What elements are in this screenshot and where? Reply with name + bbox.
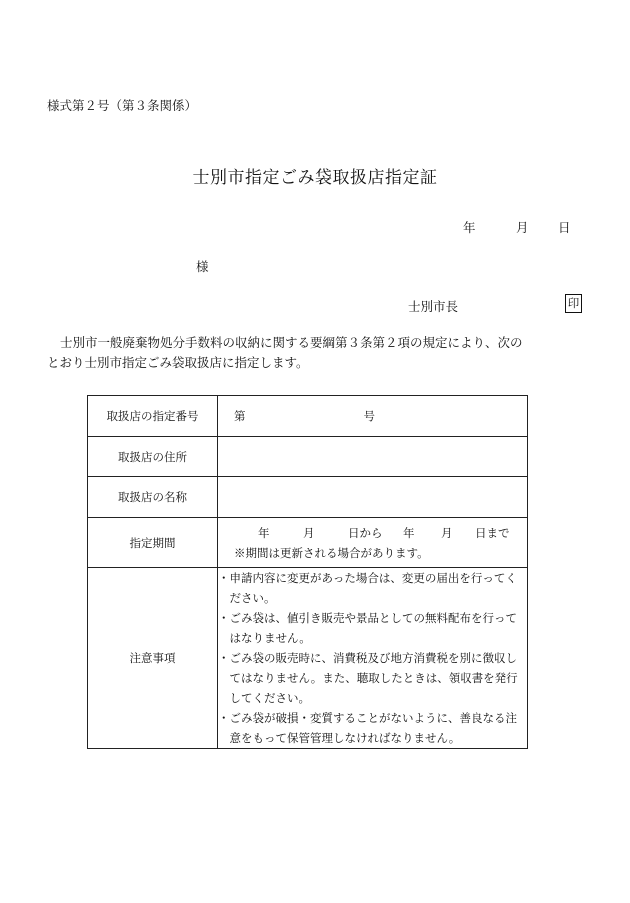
note-line: はなりません。 (229, 631, 311, 645)
date-month-label: 月 (516, 220, 529, 235)
note-text (230, 648, 528, 708)
designation-table (87, 395, 528, 749)
number-prefix: 第 (234, 409, 246, 423)
list-item (218, 608, 527, 648)
bullet-mark: ・ (218, 711, 230, 725)
period-end-year: 年 (403, 525, 415, 540)
body-line-1: 士別市一般廃棄物処分手数料の収納に関する要綱第３条第２項の規定により、次の (60, 335, 523, 350)
note-line: ごみ袋は、値引き販売や景品としての無料配布を行って (229, 611, 517, 625)
list-item (218, 568, 527, 608)
bullet-mark: ・ (218, 611, 230, 625)
address-value (218, 437, 528, 477)
table-row-address (88, 437, 528, 477)
date-year-label: 年 (463, 220, 476, 235)
issuer-name: 士別市長 (408, 299, 459, 314)
table-row-period (88, 518, 528, 568)
number-suffix: 号 (363, 409, 375, 423)
period-end-day: 日まで (475, 525, 510, 540)
period-start-day: 日から (348, 525, 383, 540)
period-end-month: 月 (441, 525, 453, 540)
note-line: してください。 (229, 691, 310, 705)
list-item (218, 708, 527, 748)
period-start-year: 年 (258, 525, 270, 540)
number-value (218, 396, 528, 437)
note-line: 申請内容に変更があった場合は、変更の届出を行ってく (229, 571, 517, 585)
note-text (230, 608, 528, 648)
note-line: ださい。 (229, 591, 276, 605)
period-value (218, 518, 528, 568)
table-row-notes (88, 568, 528, 749)
bullet-mark: ・ (218, 571, 230, 585)
note-text (230, 708, 528, 748)
period-note: ※期間は更新される場合があります。 (234, 545, 429, 560)
period-label: 指定期間 (88, 518, 218, 568)
bullet-mark: ・ (218, 651, 230, 665)
note-line: ごみ袋が破損・変質することがないように、善良なる注 (229, 711, 517, 725)
date-day-label: 日 (558, 220, 571, 235)
address-label: 取扱店の住所 (88, 437, 218, 477)
table-row-name (88, 477, 528, 518)
name-value (218, 477, 528, 518)
period-start-month: 月 (303, 525, 315, 540)
seal-mark: 印 (565, 294, 582, 313)
number-label: 取扱店の指定番号 (88, 396, 218, 437)
recipient-honorific: 様 (196, 259, 209, 274)
notes-value (218, 568, 528, 749)
form-number: 様式第２号（第３条関係） (47, 98, 198, 113)
name-label: 取扱店の名称 (88, 477, 218, 518)
list-item (218, 648, 527, 708)
note-line: ごみ袋の販売時に、消費税及び地方消費税を別に徴収し (229, 651, 517, 665)
note-text (230, 568, 528, 608)
period-range (234, 523, 527, 543)
body-paragraph (47, 333, 567, 373)
notes-label: 注意事項 (88, 568, 218, 749)
document-title: 士別市指定ごみ袋取扱店指定証 (192, 168, 438, 188)
table-row-number (88, 396, 528, 437)
note-line: 意をもって保管管理しなければなりません。 (229, 731, 461, 745)
note-line: てはなりません。また、聴取したときは、領収書を発行 (229, 671, 518, 685)
body-line-2: とおり士別市指定ごみ袋取扱店に指定します。 (47, 355, 309, 370)
